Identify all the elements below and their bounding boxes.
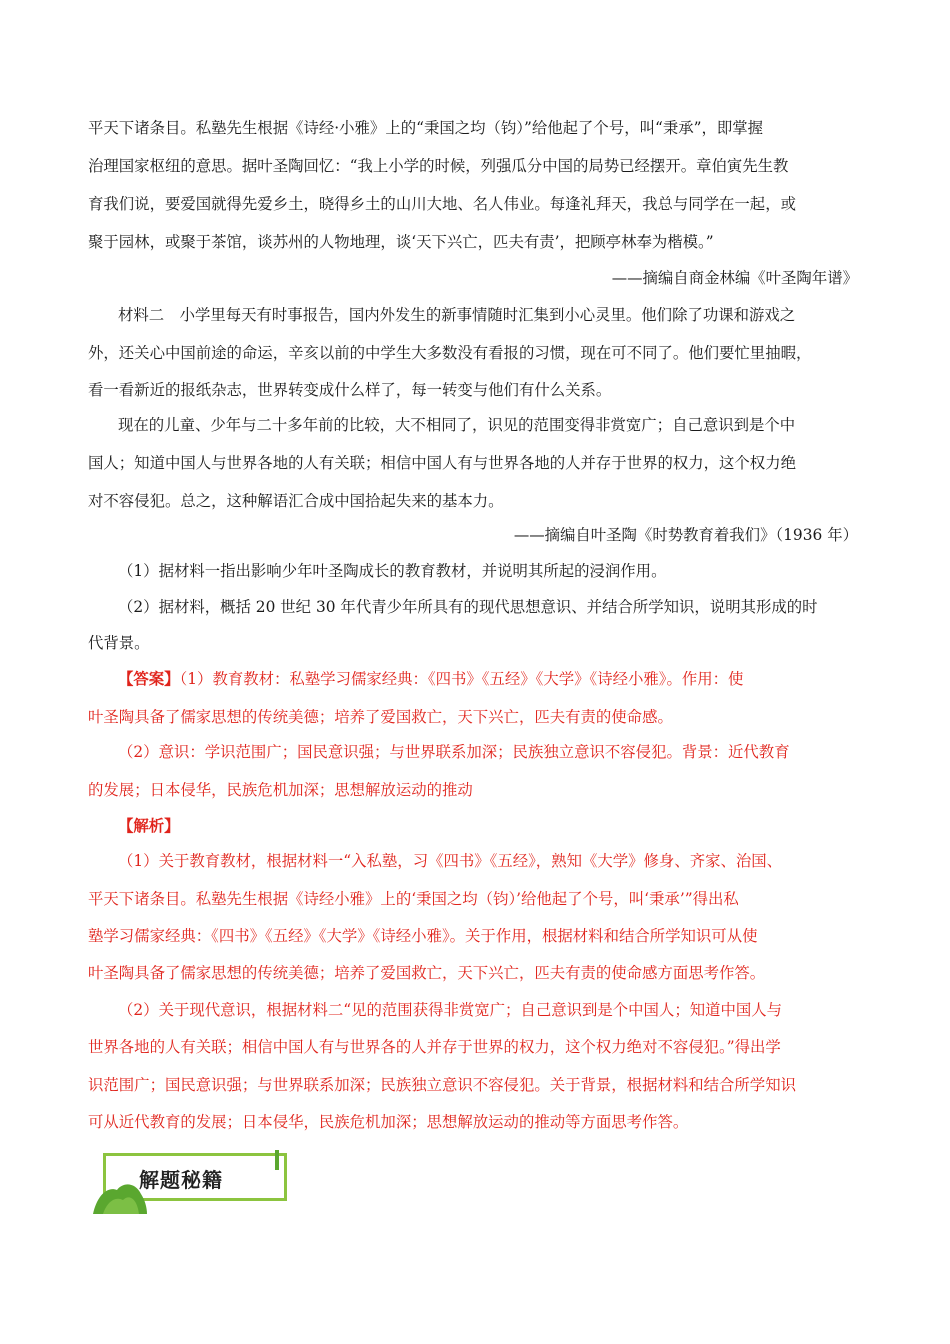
- analysis-line: 可从近代教育的发展；日本侵华，民族危机加深；思想解放运动的推动等方面思考作答。: [88, 1113, 689, 1131]
- material1-line: 聚于园林，或聚于茶馆，谈苏州的人物地理，谈‘天下兴亡，匹夫有责’，把顾亭林奉为楷模。”: [88, 233, 714, 251]
- material2-line: 外，还关心中国前途的命运，辛亥以前的中学生大多数没有看报的习惯，现在可不同了。他们要忙里抽暇，: [88, 344, 812, 362]
- analysis-line: 塾学习儒家经典：《四书》《五经》《大学》《诗经小雅》。关于作用，根据材料和结合所学知识可从使: [88, 927, 758, 945]
- badge-title: 解题秘籍: [139, 1168, 223, 1192]
- material2-line: 国人；知道中国人与世界各地的人有关联；相信中国人有与世界各地的人并存于世界的权力，这个权力绝: [88, 454, 796, 472]
- material1-line: 治理国家枢纽的意思。据叶圣陶回忆：“我上小学的时候，列强瓜分中国的局势已经摆开。章伯寅先生教: [88, 157, 789, 175]
- material2-source: ——摘编自叶圣陶《时势教育着我们》（1936 年）: [513, 526, 858, 544]
- badge-tick-mark: [275, 1150, 279, 1170]
- question-2-cont: 代背景。: [88, 634, 150, 652]
- answer-line: 叶圣陶具备了儒家思想的传统美德；培养了爱国救亡，天下兴亡，匹夫有责的使命感。: [88, 708, 673, 726]
- material1-line: 平天下诸条目。私塾先生根据《诗经·小雅》上的“秉国之均（钧）”给他起了个号，叫“秉承”，即掌握: [88, 119, 764, 137]
- material2-line: 对不容侵犯。总之，这种解语汇合成中国拾起失来的基本力。: [88, 492, 504, 510]
- material2-line: 看一看新近的报纸杂志，世界转变成什么样了，每一转变与他们有什么关系。: [88, 381, 612, 399]
- analysis-line: 识范围广；国民意识强；与世界联系加深；民族独立意识不容侵犯。关于背景，根据材料和结合所学知识: [88, 1076, 796, 1094]
- answer-text: （1）教育教材：私塾学习儒家经典：《四书》《五经》《大学》《诗经小雅》。作用：使: [179, 670, 744, 688]
- analysis-line: 世界各地的人有关联；相信中国人有与世界各的人并存于世界的权力，这个权力绝对不容侵犯。”得出学: [88, 1038, 781, 1056]
- answer-line: 的发展；日本侵华，民族危机加深；思想解放运动的推动: [88, 781, 473, 799]
- analysis-label: 【解析】: [118, 817, 180, 835]
- answer-line: [118, 669, 743, 689]
- material2-line: 现在的儿童、少年与二十多年前的比较，大不相同了，识见的范围变得非赏宽广；自己意识到是个中: [118, 416, 796, 434]
- material1-line: 育我们说，要爱国就得先爱乡土，晓得乡土的山川大地、名人伟业。每逢礼拜天，我总与同学在一起，或: [88, 195, 796, 213]
- question-2: （2）据材料，概括 20 世纪 30 年代青少年所具有的现代思想意识、并结合所学知识，说明其形成的时: [118, 598, 818, 616]
- material1-source: ——摘编自商金林编《叶圣陶年谱》: [611, 269, 858, 287]
- question-1: （1）据材料一指出影响少年叶圣陶成长的教育教材，并说明其所起的浸润作用。: [118, 562, 667, 580]
- section-badge: [93, 1150, 293, 1212]
- answer-line: （2）意识：学识范围广；国民意识强；与世界联系加深；民族独立意识不容侵犯。背景：近代教育: [118, 743, 790, 761]
- analysis-line: （1）关于教育教材，根据材料一“入私塾，习《四书》《五经》，熟知《大学》修身、齐家、治国、: [118, 852, 783, 870]
- answer-label: 【答案】: [118, 670, 180, 688]
- analysis-line: 平天下诸条目。私塾先生根据《诗经小雅》上的‘秉国之均（钧）’给他起了个号，叫‘秉承’”得出私: [88, 890, 739, 908]
- analysis-line: 叶圣陶具备了儒家思想的传统美德；培养了爱国救亡，天下兴亡，匹夫有责的使命感方面思考作答。: [88, 964, 766, 982]
- analysis-line: （2）关于现代意识，根据材料二“见的范围获得非赏宽广；自己意识到是个中国人；知道中国人与: [118, 1001, 783, 1019]
- material2-line: 材料二 小学里每天有时事报告，国内外发生的新事情随时汇集到小心灵里。他们除了功课和游戏之: [118, 306, 796, 324]
